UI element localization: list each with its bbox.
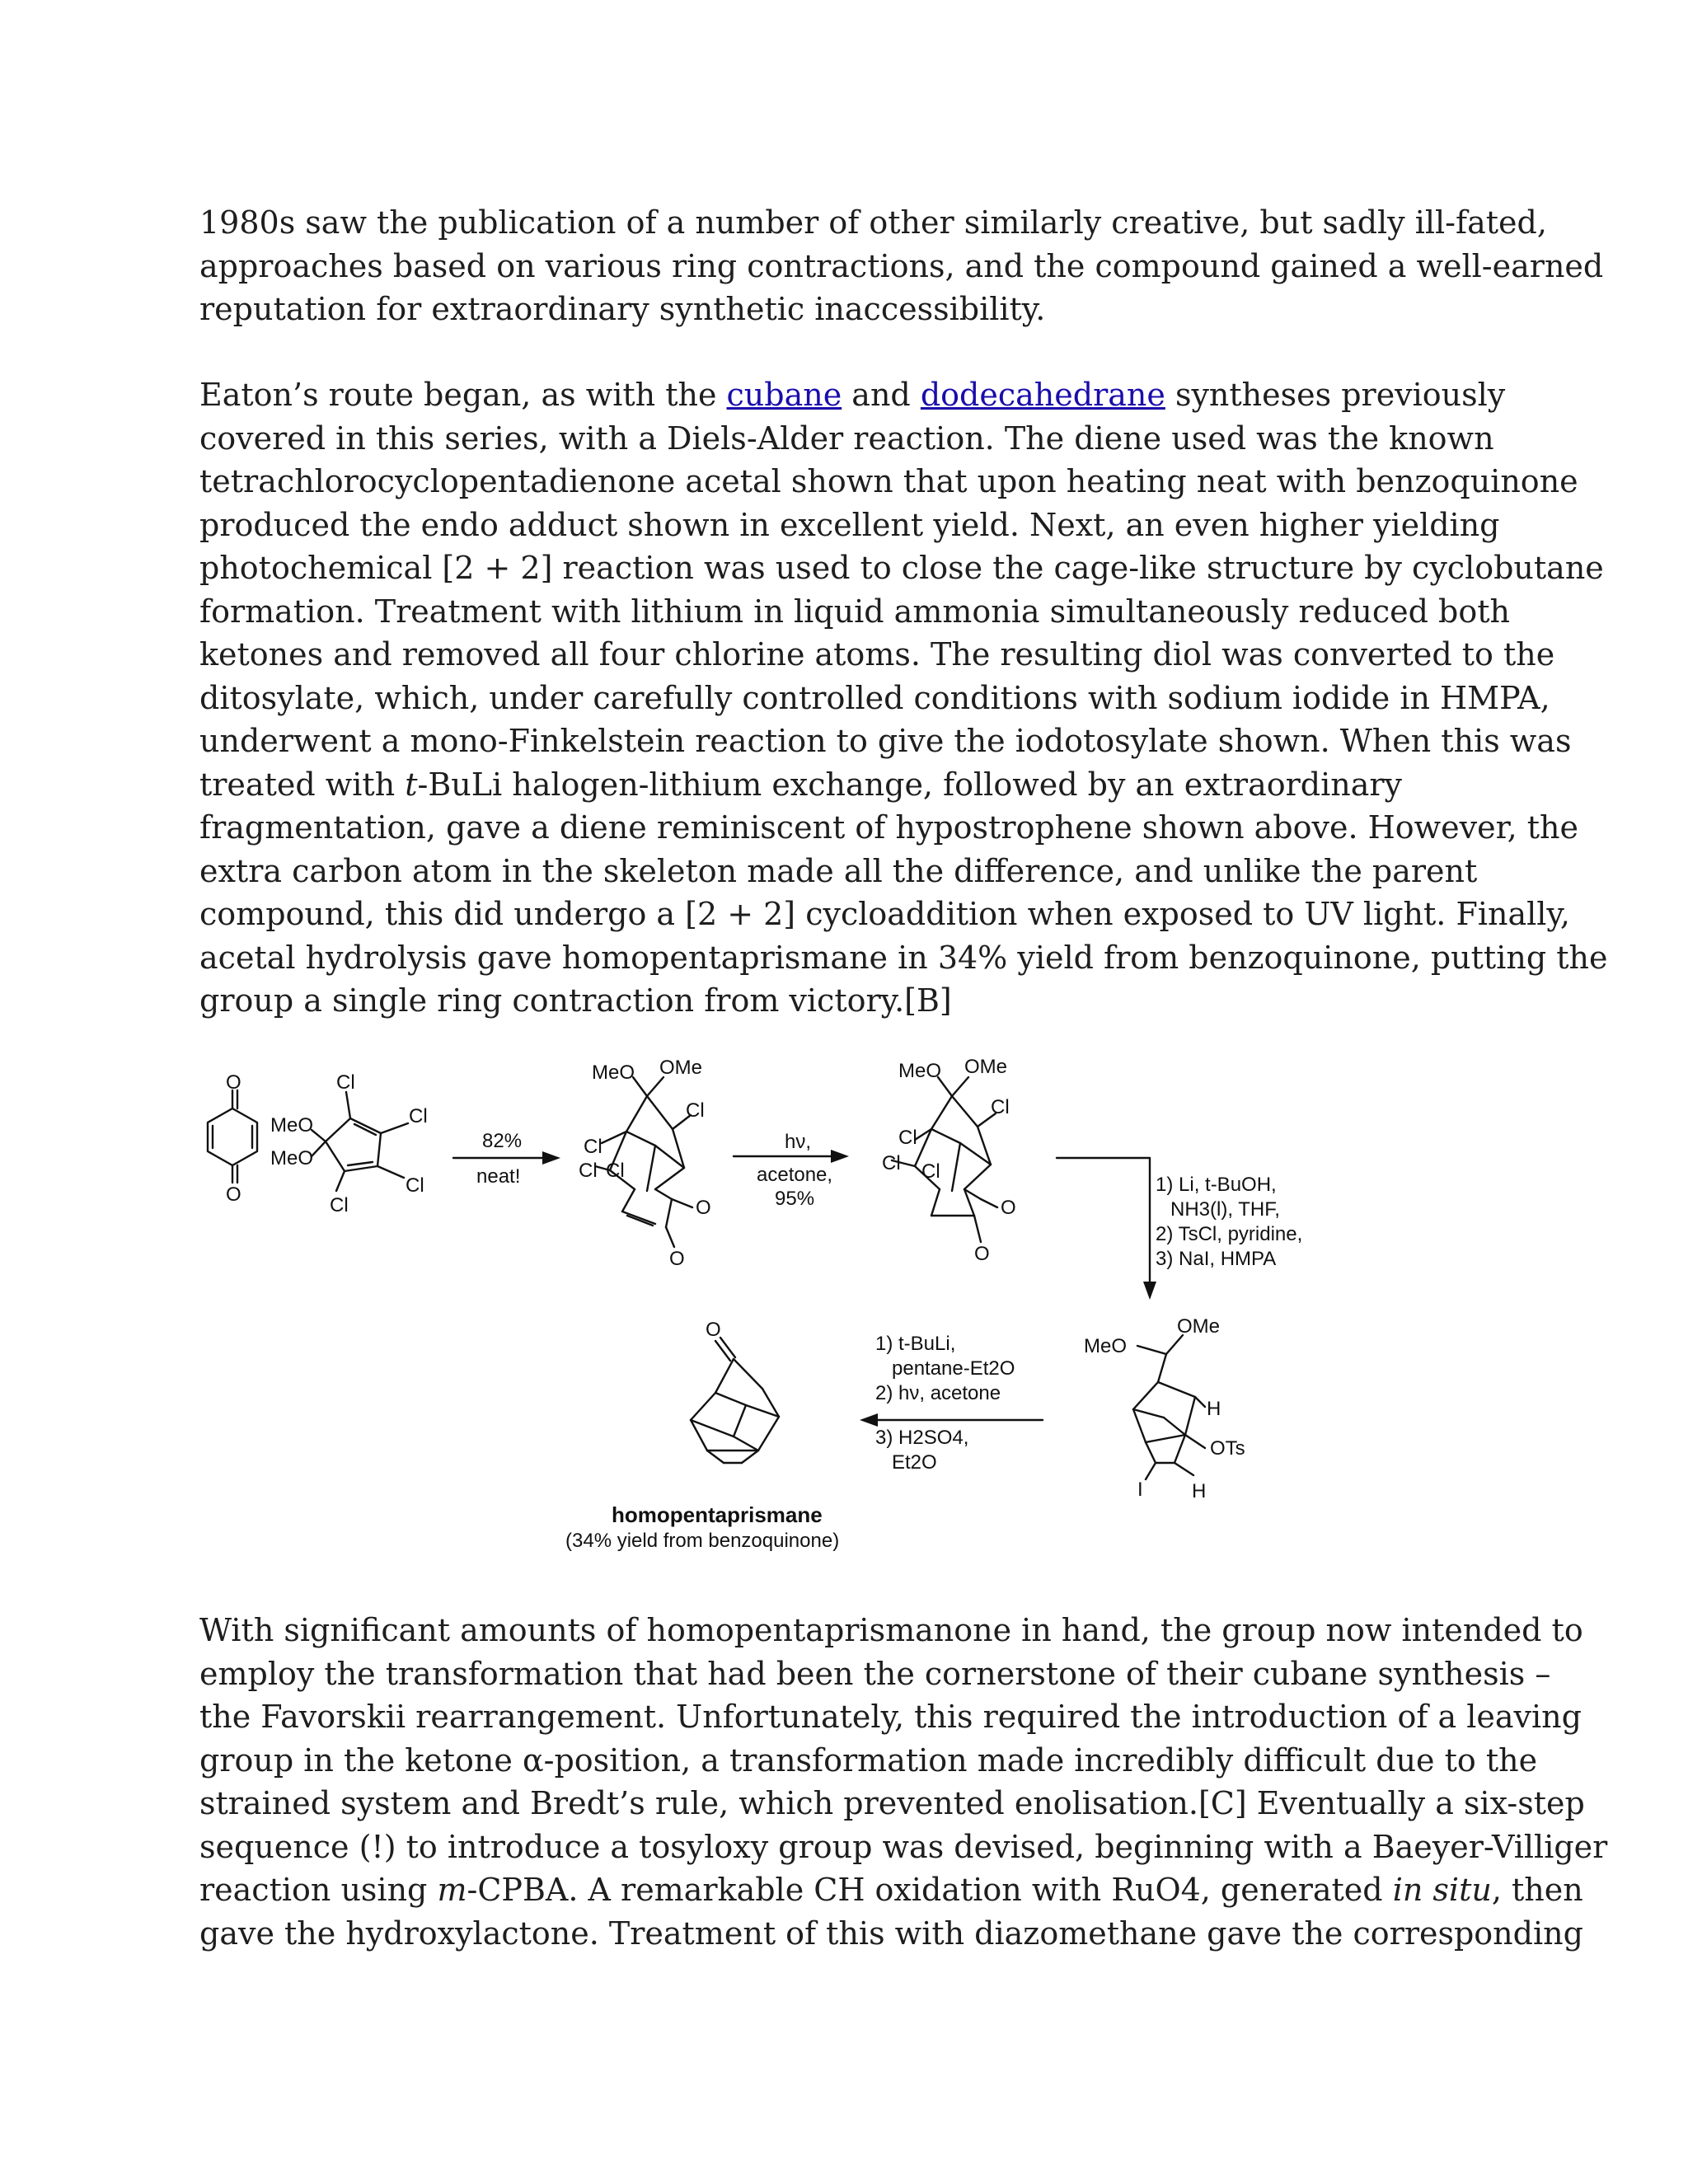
text-line: employ the transformation that had been the cornerstone of their cubane synthesis – [199,1655,1551,1692]
step3-condition-1: 1) Li, t-BuOH, [1156,1174,1277,1196]
atom-label: H [1207,1398,1221,1420]
benzoquinone-structure [208,1071,257,1206]
atom-label: O [696,1197,711,1219]
italic-fragment: t [405,766,418,803]
atom-label: Cl [606,1160,625,1182]
atom-label: Cl [882,1152,901,1174]
text-line: 1980s saw the publication of a number of other similarly creative, but sadly ill-fated, [199,204,1547,241]
atom-label: Cl [991,1096,1010,1118]
text-fragment: -CPBA. A remarkable CH oxidation with RuO4, generated [467,1872,1393,1908]
atom-label: MeO [270,1114,314,1137]
atom-label: OTs [1210,1437,1245,1460]
text-line: gave the hydroxylactone. Treatment of this with diazomethane gave the corresponding [199,1915,1583,1952]
atom-label: Cl [898,1127,917,1149]
text-line: group a single ring contraction from victory.[B] [199,982,952,1019]
step4-condition-1: 1) t-BuLi, [875,1333,956,1355]
step1-conditions: neat! [476,1165,521,1188]
atom-label: OMe [1177,1315,1221,1338]
text-line: tetrachlorocyclopentadienone acetal shown that upon heating neat with benzoquinone [199,463,1578,499]
text-line: reputation for extraordinary synthetic inaccessibility. [199,291,1046,327]
atom-label: Cl [579,1160,598,1182]
atom-label: O [974,1243,990,1265]
atom-label: Cl [686,1099,705,1122]
text-fragment: reaction using [199,1872,438,1908]
atom-label: O [1001,1197,1016,1219]
italic-fragment: in situ [1392,1872,1492,1908]
text-line: group in the ketone α-position, a transformation made incredibly difficult due to the [199,1741,1538,1779]
step3-condition-2: NH3(l), THF, [1170,1198,1280,1221]
dodecahedrane-link[interactable]: dodecahedrane [920,377,1165,413]
text-line: produced the endo adduct shown in excellent yield. Next, an even higher yielding [199,506,1500,543]
step4-condition-5: Et2O [892,1451,937,1474]
text-line: compound, this did undergo a [2 + 2] cycloaddition when exposed to UV light. Finally, [199,896,1570,932]
reaction-arrow-3 [1057,1158,1302,1300]
step2-hv: hν, [785,1131,812,1153]
diene-acetal-structure [270,1071,428,1216]
text-line: fragmentation, gave a diene reminiscent of hypostrophene shown above. However, the [199,809,1578,846]
step3-condition-4: 3) NaI, HMPA [1156,1248,1277,1270]
atom-label: MeO [1084,1335,1128,1357]
atom-label: O [226,1071,241,1094]
atom-label: O [669,1248,685,1270]
step4-condition-2: pentane-Et2O [892,1357,1015,1380]
atom-label: OMe [964,1056,1008,1078]
text-line [199,373,1506,417]
product-yield: (34% yield from benzoquinone) [565,1530,840,1552]
atom-label: Cl [921,1160,940,1183]
text-fragment: Eaton’s route began, as with the [199,377,727,413]
paragraph-eaton-route [199,373,1608,1023]
italic-fragment: m [437,1872,467,1908]
text-line: underwent a mono-Finkelstein reaction to give the iodotosylate shown. When this was [199,723,1572,759]
atom-label: Cl [584,1136,603,1158]
text-fragment: treated with [199,766,406,803]
text-line: strained system and Bredt’s rule, which prevented enolisation.[C] Eventually a six-step [199,1785,1585,1821]
text-fragment: -BuLi halogen-lithium exchange, followed by an extraordinary [417,766,1403,803]
paragraph-favorskii [199,1609,1608,1955]
reaction-arrow-4 [860,1333,1043,1474]
homopentaprismanone-structure [565,1319,839,1552]
atom-label: MeO [592,1062,635,1084]
atom-label: I [1137,1479,1143,1501]
atom-label: H [1192,1480,1207,1502]
atom-label: MeO [270,1147,314,1169]
text-fragment: , then [1491,1872,1583,1908]
atom-label: Cl [336,1071,355,1094]
atom-label: OMe [659,1057,703,1079]
atom-label: Cl [409,1105,428,1127]
atom-label: MeO [898,1060,942,1082]
cage-photoproduct-structure [882,1056,1016,1265]
step1-yield: 82% [482,1130,523,1152]
text-line: With significant amounts of homopentaprismanone in hand, the group now intended to [199,1612,1583,1648]
endo-adduct-structure [579,1057,711,1270]
atom-label: O [706,1319,721,1341]
atom-label: Cl [406,1174,424,1197]
reaction-arrow-2 [734,1131,849,1210]
text-line [199,763,1502,807]
paragraph-history [199,201,1604,331]
iodotosylate-structure [1084,1315,1245,1502]
atom-label: Cl [330,1194,349,1216]
step4-condition-4: 3) H2SO4, [875,1427,969,1449]
reaction-scheme-svg [198,1026,1500,1562]
text-fragment: and [842,377,921,413]
step2-solvent: acetone, [757,1164,833,1186]
product-name: homopentaprismane [612,1502,823,1527]
step3-condition-3: 2) TsCl, pyridine, [1156,1223,1303,1245]
text-line: sequence (!) to introduce a tosyloxy group was devised, beginning with a Baeyer-Villiger [199,1828,1608,1865]
text-line: covered in this series, with a Diels-Alder reaction. The diene used was the known [199,419,1494,457]
text-line: the Favorskii rearrangement. Unfortunately, this required the introduction of a leaving [199,1699,1582,1735]
text-line: ditosylate, which, under carefully controlled conditions with sodium iodide in HMPA, [199,679,1550,716]
text-line: acetal hydrolysis gave homopentaprismane in 34% yield from benzoquinone, putting the [199,939,1608,976]
text-line: extra carbon atom in the skeleton made all the difference, and unlike the parent [199,852,1478,889]
text-line: formation. Treatment with lithium in liquid ammonia simultaneously reduced both [199,593,1510,630]
text-fragment: syntheses previously [1165,377,1506,413]
text-line [199,1868,1583,1912]
text-line: approaches based on various ring contractions, and the compound gained a well-earned [199,247,1604,284]
reaction-scheme [198,1026,1500,1562]
text-line: photochemical [2 + 2] reaction was used to close the cage-like structure by cyclobutane [199,550,1604,586]
atom-label: O [226,1183,241,1206]
text-line: ketones and removed all four chlorine atoms. The resulting diol was converted to the [199,636,1555,673]
cubane-link[interactable]: cubane [726,377,842,413]
step4-condition-3: 2) hν, acetone [875,1382,1001,1404]
step2-yield: 95% [775,1188,815,1210]
reaction-arrow-1 [453,1130,560,1188]
